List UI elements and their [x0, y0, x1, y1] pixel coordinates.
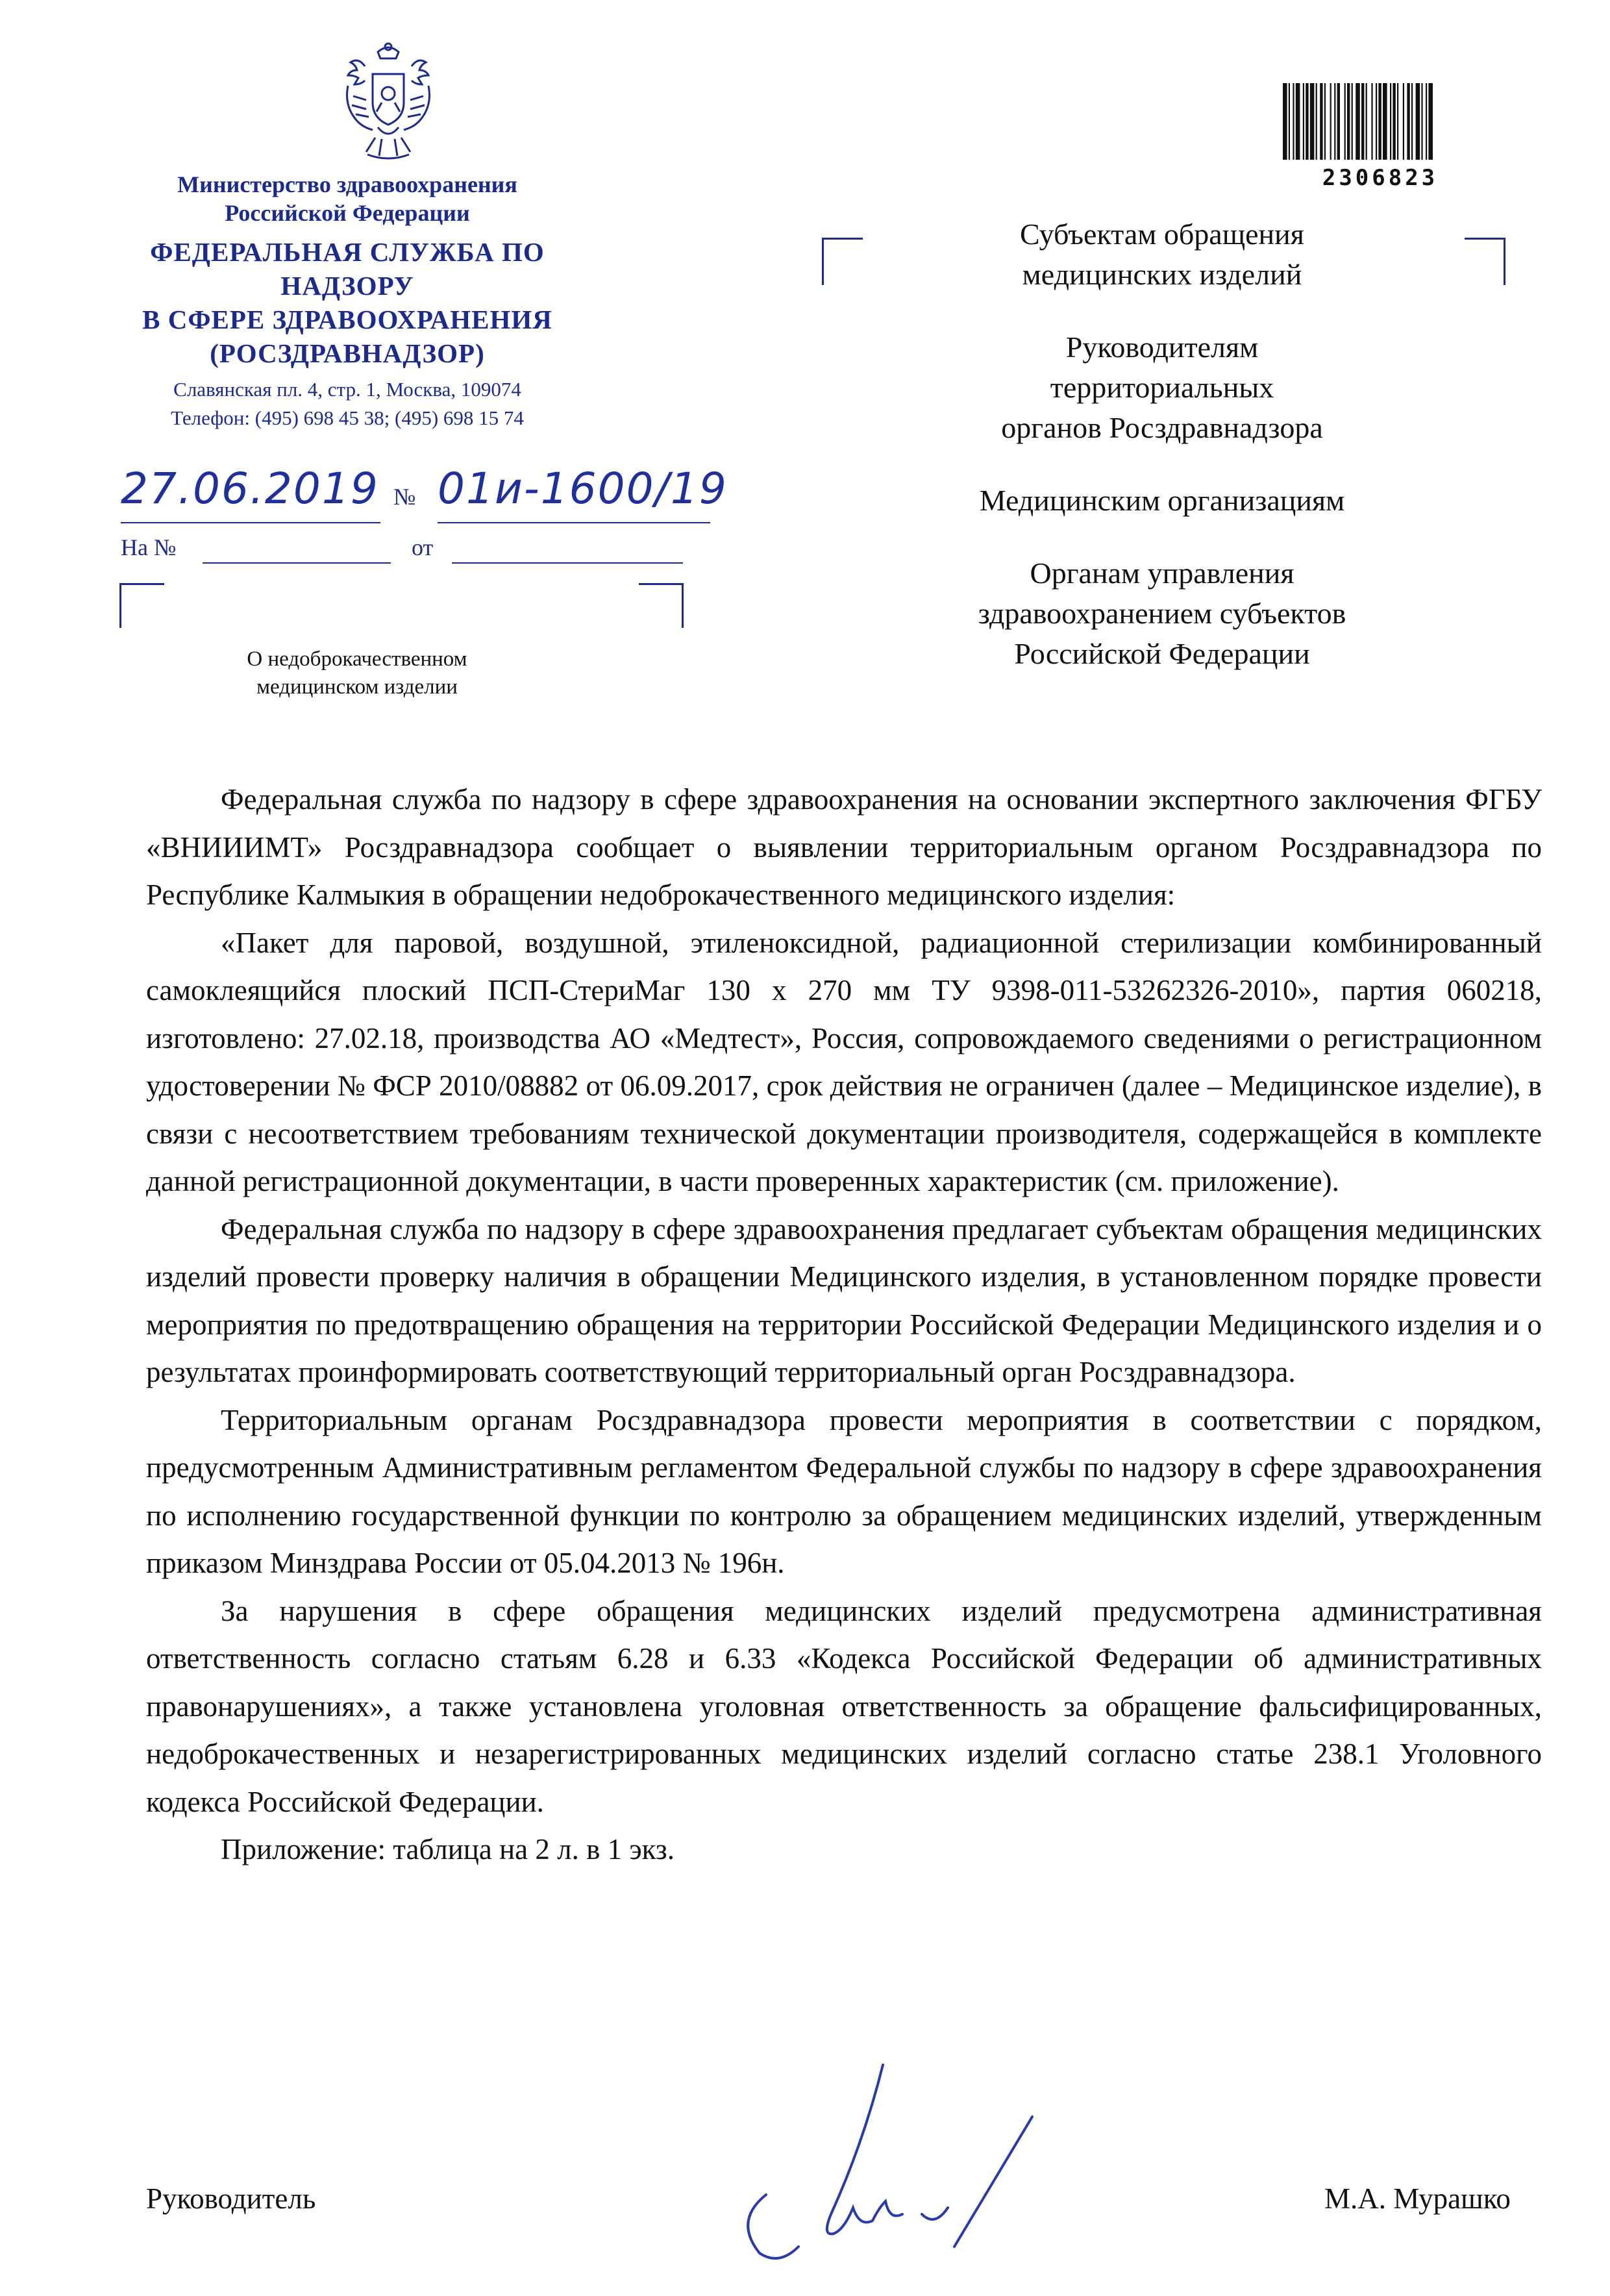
barcode-bar	[1407, 83, 1409, 160]
service-line-2: В СФЕРЕ ЗДРАВООХРАНЕНИЯ	[142, 305, 552, 334]
barcode-bar	[1366, 83, 1367, 160]
barcode-bar	[1361, 83, 1364, 160]
recipient-group	[896, 480, 1428, 521]
barcode-bar	[1306, 83, 1308, 160]
barcode-bar	[1383, 83, 1387, 160]
barcode-bar	[1310, 83, 1315, 160]
ministry-line-2: Российской Федерации	[225, 200, 470, 226]
registration-date: 27.06.2019	[121, 464, 379, 514]
address-block	[97, 375, 597, 432]
subject-line-2: медицинском изделии	[256, 675, 458, 699]
registration-row	[121, 460, 728, 531]
barcode-bar	[1416, 83, 1420, 160]
attachment-note: Приложение: таблица на 2 л. в 1 экз.	[221, 1833, 675, 1866]
barcode-bar	[1303, 83, 1304, 160]
barcode-bar	[1428, 83, 1433, 160]
number-underline	[438, 522, 710, 523]
recipient-line: Органам управления	[1030, 556, 1294, 590]
handwritten-signature	[727, 2058, 1065, 2279]
ministry-line-1: Министерство здравоохранения	[177, 171, 517, 197]
barcode-bar	[1330, 83, 1331, 160]
subject-bracket-right	[639, 583, 684, 628]
barcode-bar	[1334, 83, 1335, 160]
subject-line-1: О недоброкачественном	[247, 647, 467, 671]
recipient-line: здравоохранением субъектов	[978, 597, 1346, 630]
barcode-bar	[1403, 83, 1404, 160]
barcode-bar	[1352, 83, 1353, 160]
letter-body	[146, 776, 1542, 1874]
barcode-bar	[1378, 83, 1381, 160]
recipient-line: Российской Федерации	[1014, 637, 1310, 670]
body-paragraph: Территориальным органам Росздравнадзора провести мероприятия в соответствии с порядком, предусмотренным Административным регламентом Федеральной службы по надзору в сфере здравоохранения по исполнению государственной функции по контролю за обращением медицинских изделий, утвержденным приказом Минздрава России от 05.04.2013 № 196н.	[146, 1403, 1542, 1579]
ref-from-line	[452, 562, 683, 564]
registration-number: 01и-1600/19	[438, 464, 728, 514]
barcode-bar	[1293, 83, 1294, 160]
recipient-line: Руководителям	[1065, 331, 1259, 364]
ref-from-label: от	[412, 534, 434, 560]
body-paragraph: Федеральная служба по надзору в сфере здравоохранения на основании экспертного заключения ФГБУ «ВНИИИМТ» Росздравнадзора сообщает о выявлении территориальным органом Росздравнадзора по Республике Калмыкия в обращении недоброкачественного медицинского изделия:	[146, 783, 1542, 911]
body-paragraph: За нарушения в сфере обращения медицинских изделий предусмотрена административная ответственность согласно статьям 6.28 и 6.33 «Кодекса Российской Федерации об административных правонарушениях», а также установлена уголовная ответственность за обращение фальсифицированных, недоброкачественных и незарегистрированных медицинских изделий согласно статье 238.1 Уголовного кодекса Российской Федерации.	[146, 1594, 1542, 1818]
barcode-bar	[1316, 83, 1317, 160]
barcode-bar	[1397, 83, 1398, 160]
recipient-group	[896, 553, 1428, 674]
address-bracket-left	[822, 238, 863, 285]
barcode	[1283, 83, 1478, 175]
signer-name: М.А. Мурашко	[1324, 2182, 1511, 2215]
service-name	[97, 235, 597, 370]
number-sign: №	[393, 484, 416, 510]
recipient-group	[896, 327, 1428, 448]
barcode-bar	[1393, 83, 1395, 160]
barcode-bar	[1411, 83, 1413, 160]
reference-row	[121, 534, 692, 568]
barcode-bar	[1337, 83, 1340, 160]
recipient-line: медицинских изделий	[1022, 258, 1302, 291]
recipients-block	[896, 214, 1428, 706]
recipient-line: Медицинским организациям	[979, 484, 1345, 517]
recipient-line: органов Росздравнадзора	[1001, 411, 1323, 444]
barcode-bar	[1320, 83, 1322, 160]
barcode-bar	[1344, 83, 1346, 160]
recipients-bracket-right	[1465, 238, 1505, 285]
barcode-bar	[1296, 83, 1300, 160]
double-headed-eagle-icon	[339, 40, 438, 168]
phone-line: Телефон: (495) 698 45 38; (495) 698 15 74	[171, 406, 524, 429]
ref-no-label: На №	[121, 534, 177, 560]
address-line: Славянская пл. 4, стр. 1, Москва, 109074	[173, 378, 521, 401]
subject-bracket-left	[119, 583, 164, 628]
date-underline	[121, 522, 380, 523]
recipient-line: Субъектам обращения	[1020, 218, 1304, 251]
barcode-bar	[1421, 83, 1422, 160]
barcode-bar	[1356, 83, 1360, 160]
barcode-number: 2306823	[1322, 165, 1439, 191]
barcode-bar	[1289, 83, 1290, 160]
barcode-bar	[1324, 83, 1326, 160]
signer-role: Руководитель	[146, 2182, 316, 2215]
barcode-bar	[1371, 83, 1372, 160]
barcode-bar	[1390, 83, 1391, 160]
recipient-group	[896, 214, 1428, 295]
service-line-3: (РОСЗДРАВНАДЗОР)	[210, 338, 485, 368]
barcode-bar	[1283, 83, 1287, 160]
service-line-1: ФЕДЕРАЛЬНАЯ СЛУЖБА ПО НАДЗОРУ	[150, 237, 545, 301]
barcode-bar	[1376, 83, 1377, 160]
recipient-line: территориальных	[1050, 371, 1274, 404]
barcode-bar	[1426, 83, 1427, 160]
barcode-bar	[1347, 83, 1350, 160]
letter-subject	[130, 645, 584, 701]
ministry-name	[97, 170, 597, 227]
ref-no-line	[203, 562, 391, 564]
body-paragraph: Федеральная служба по надзору в сфере здравоохранения предлагает субъектам обращения медицинских изделий провести проверку наличия в обращении Медицинского изделия, в установленном порядке провести мероприятия по предотвращению обращения на территории Российской Федерации Медицинского изделия и о результатах проинформировать соответствующий территориальный орган Росздравнадзора.	[146, 1212, 1542, 1388]
body-paragraph: «Пакет для паровой, воздушной, этиленоксидной, радиационной стерилизации комбинированный самоклеящийся плоский ПСП-СтериМаг 130 х 270 мм ТУ 9398-011-53262326-2010», партия 060218, изготовлено: 27.02.18, производства АО «Медтест», Россия, сопровождаемого сведениями о регистрационном удостоверении № ФСР 2010/08882 от 06.09.2017, срок действия не ограничен (далее – Медицинское изделие), в связи с несоответствием требованиям технической документации производителя, содержащейся в комплекте данной регистрационной документации, в части проверенных характеристик (см. приложение).	[146, 926, 1542, 1197]
